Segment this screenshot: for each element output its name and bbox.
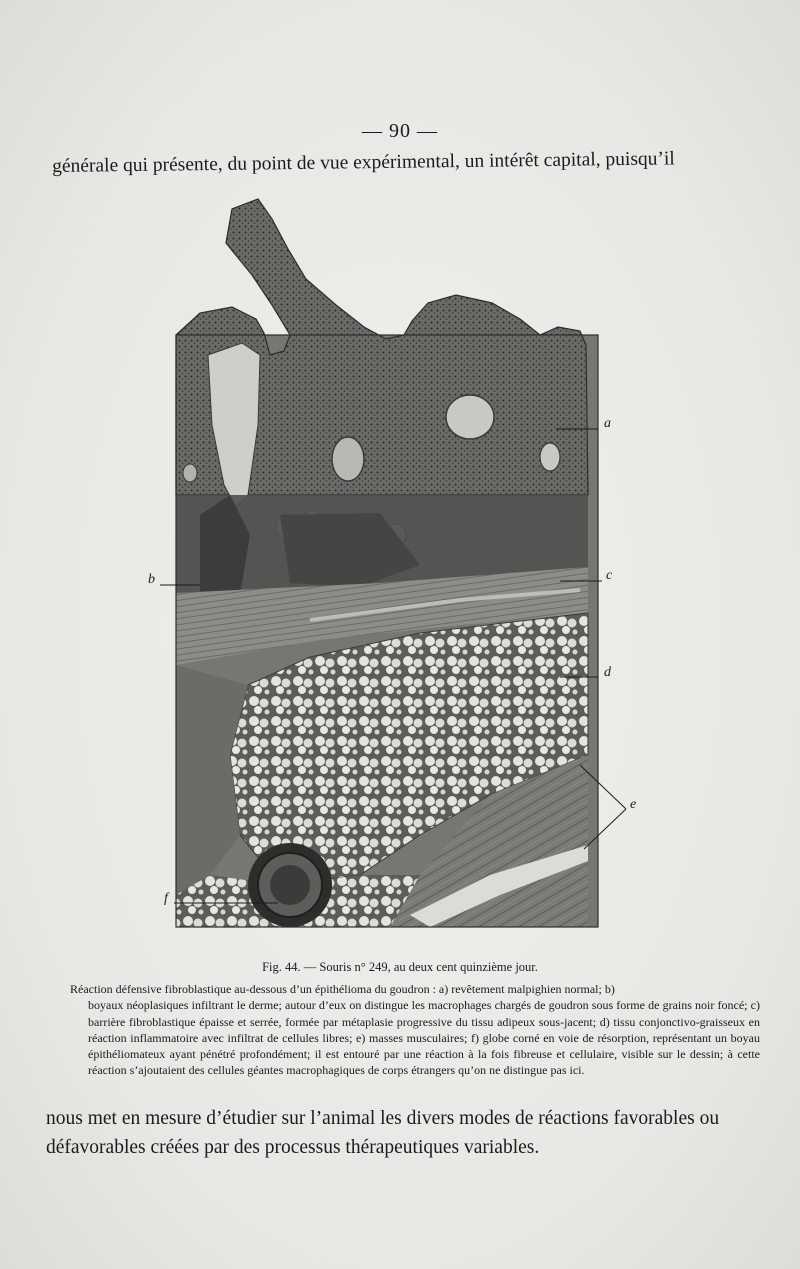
figure-label-b: b	[148, 572, 155, 587]
figure-caption-title: Fig. 44. — Souris n° 249, au deux cent quinzième jour.	[262, 960, 538, 974]
body-text-bottom: nous met en mesure d’étudier sur l’animal les divers modes de réactions favorables ou défavorables créées par des processus thérapeutiques variables.	[46, 1108, 720, 1158]
figure-caption-first-line: Réaction défensive fibroblastique au-dessous d’un épithélioma du goudron : a) revêtement malpighien normal; b)	[70, 982, 615, 996]
figure-label-d: d	[604, 665, 611, 680]
figure-label-a: a	[604, 416, 611, 431]
figure-label-e: e	[630, 797, 637, 812]
page-number: — 90 —	[362, 120, 438, 142]
figure-label-f: f	[164, 891, 168, 906]
figure-caption-body: boyaux néoplasiques infiltrant le derme; autour d’eux on distingue les macrophages chargés de goudron sous forme de grains noir foncé; c) barrière fibroblastique épaisse et serrée, formée par métaplasie progressive du tissu adipeux sous-jacent; d) tissu conjonctivo-graisseux en réaction inflammatoire avec infiltrat de cellules libres; e) masses musculaires; f) globe corné en voie de résorption, représentant un boyau épithéliomateux ayant pénétré profondément; il est entouré par une réaction à la fois fibreuse et cellulaire, visible sur le dessin; à cette réaction s’ajoutaient des cellules géantes macrophagiques de corps étrangers qu’on ne distingue pas ici.	[88, 998, 760, 1078]
figure-caption	[70, 981, 760, 1079]
histology-figure	[148, 195, 637, 935]
figure-label-c: c	[606, 568, 613, 583]
body-text-top: générale qui présente, du point de vue expérimental, un intérêt capital, puisqu’il	[52, 148, 675, 177]
histology-illustration	[160, 195, 630, 935]
